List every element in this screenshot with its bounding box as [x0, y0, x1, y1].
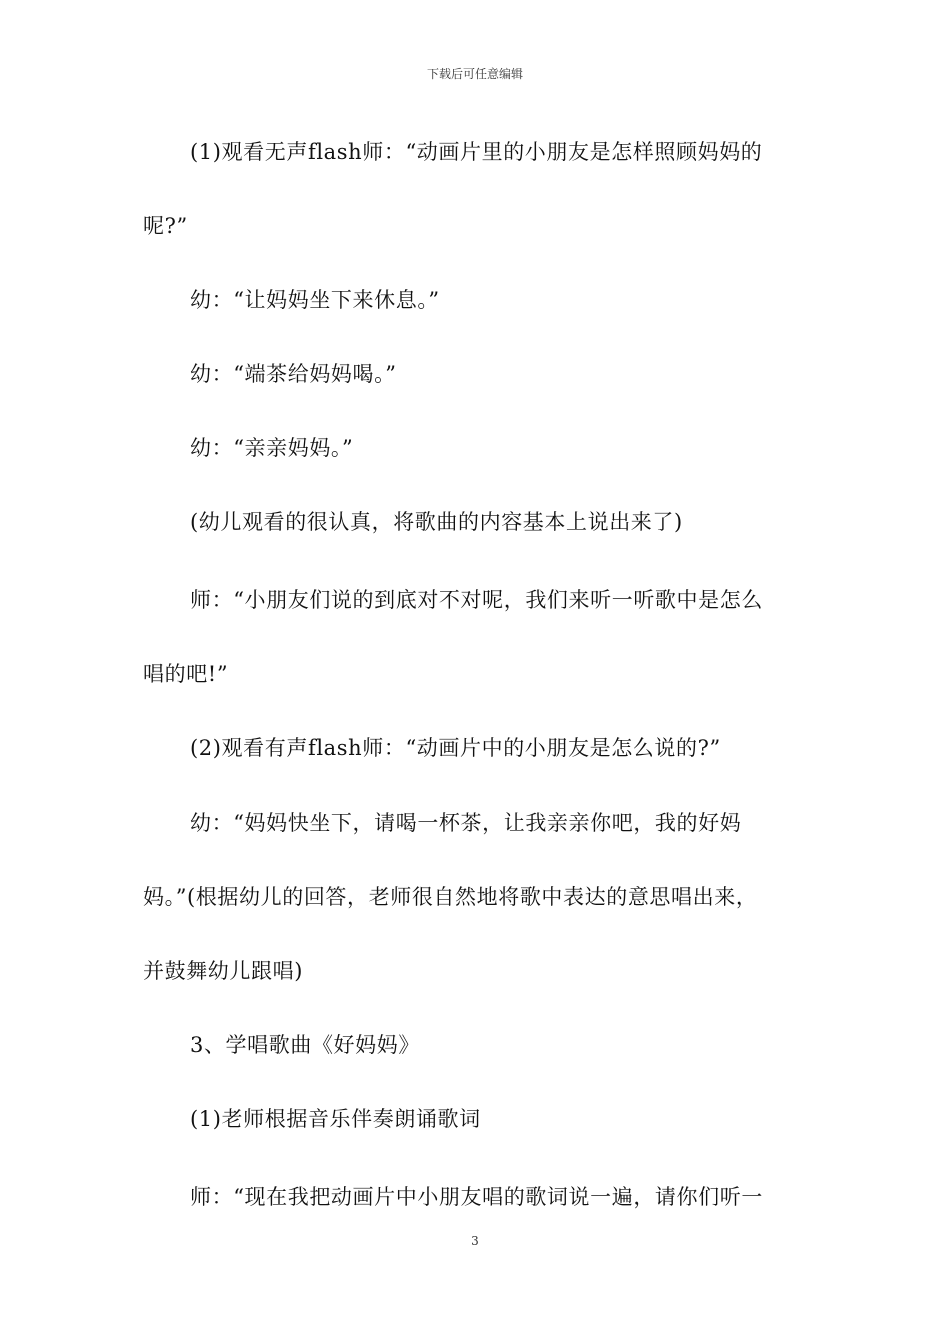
dialogue-line: 幼：“妈妈快坐下，请喝一杯茶，让我亲亲你吧，我的好妈 — [190, 811, 742, 835]
dialogue-line: 师：“现在我把动画片中小朋友唱的歌词说一遍，请你们听一 — [190, 1185, 763, 1209]
note-line: (幼儿观看的很认真，将歌曲的内容基本上说出来了) — [190, 510, 683, 534]
paragraph-line: (1)观看无声flash师：“动画片里的小朋友是怎样照顾妈妈的 — [190, 140, 763, 164]
page-header: 下载后可任意编辑 — [426, 67, 523, 81]
paragraph-line: 妈。”(根据幼儿的回答，老师很自然地将歌中表达的意思唱出来， — [143, 885, 758, 909]
subsection-heading: (1)老师根据音乐伴奏朗诵歌词 — [190, 1107, 481, 1131]
paragraph-line: 呢?” — [143, 214, 188, 238]
paragraph-line: 并鼓舞幼儿跟唱) — [143, 959, 303, 983]
section-heading: 3、学唱歌曲《好妈妈》 — [190, 1033, 420, 1057]
paragraph-line: 唱的吧!” — [143, 662, 229, 686]
dialogue-line: 幼：“亲亲妈妈。” — [190, 436, 354, 460]
dialogue-line: 幼：“端茶给妈妈喝。” — [190, 362, 397, 386]
paragraph-line: (2)观看有声flash师：“动画片中的小朋友是怎么说的?” — [190, 736, 721, 760]
page-number: 3 — [471, 1234, 479, 1248]
dialogue-line: 师：“小朋友们说的到底对不对呢，我们来听一听歌中是怎么 — [190, 588, 763, 612]
dialogue-line: 幼：“让妈妈坐下来休息。” — [190, 288, 440, 312]
